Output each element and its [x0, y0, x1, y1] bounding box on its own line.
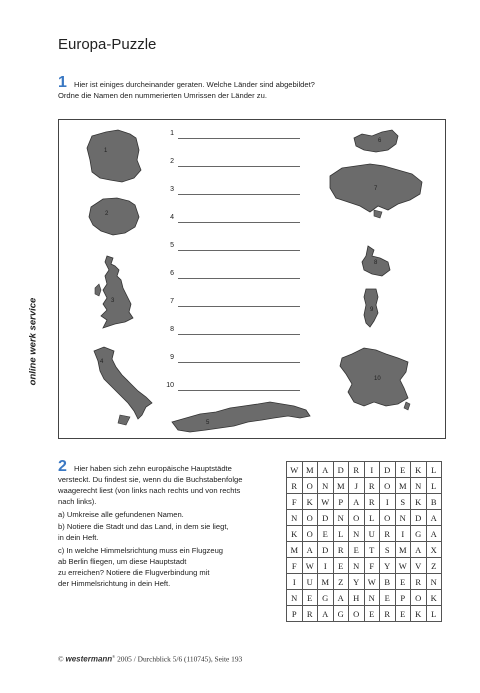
- grid-cell[interactable]: R: [349, 462, 365, 478]
- grid-cell[interactable]: E: [395, 574, 411, 590]
- grid-cell[interactable]: Z: [426, 558, 442, 574]
- grid-cell[interactable]: M: [302, 462, 318, 478]
- grid-cell[interactable]: N: [411, 478, 427, 494]
- grid-cell[interactable]: E: [318, 526, 334, 542]
- answer-underline: [178, 222, 300, 223]
- grid-cell[interactable]: U: [364, 526, 380, 542]
- answer-line[interactable]: [160, 298, 310, 308]
- grid-cell[interactable]: K: [411, 494, 427, 510]
- country-shape-5: [170, 396, 312, 436]
- grid-cell[interactable]: V: [411, 558, 427, 574]
- grid-cell[interactable]: R: [364, 478, 380, 494]
- grid-cell[interactable]: L: [364, 510, 380, 526]
- answer-line-number: 1: [170, 130, 174, 137]
- shape-label: 7: [374, 186, 378, 192]
- grid-cell[interactable]: S: [395, 494, 411, 510]
- grid-cell[interactable]: J: [349, 478, 365, 494]
- answer-line[interactable]: [160, 158, 310, 168]
- grid-cell[interactable]: L: [426, 606, 442, 622]
- answer-line-number: 8: [170, 326, 174, 333]
- grid-cell[interactable]: R: [380, 526, 396, 542]
- grid-cell[interactable]: W: [364, 574, 380, 590]
- grid-cell[interactable]: M: [395, 478, 411, 494]
- grid-cell[interactable]: I: [287, 574, 303, 590]
- grid-cell[interactable]: G: [411, 526, 427, 542]
- grid-cell[interactable]: E: [395, 606, 411, 622]
- grid-cell[interactable]: A: [318, 462, 334, 478]
- grid-cell[interactable]: E: [380, 590, 396, 606]
- task-2-number: 2: [58, 458, 67, 475]
- grid-cell[interactable]: O: [380, 510, 396, 526]
- grid-cell[interactable]: E: [302, 590, 318, 606]
- grid-cell[interactable]: K: [411, 462, 427, 478]
- grid-cell[interactable]: X: [426, 542, 442, 558]
- grid-cell[interactable]: I: [318, 558, 334, 574]
- side-badge-label: online werk service: [27, 297, 39, 386]
- grid-row: [287, 494, 442, 510]
- grid-cell[interactable]: N: [287, 510, 303, 526]
- grid-cell[interactable]: R: [411, 574, 427, 590]
- grid-cell[interactable]: W: [287, 462, 303, 478]
- country-shape-1: [84, 128, 144, 186]
- grid-cell[interactable]: D: [411, 510, 427, 526]
- grid-cell[interactable]: O: [302, 526, 318, 542]
- task-2-line-7: in dein Heft.: [58, 533, 99, 542]
- country-shape-9: [360, 287, 382, 329]
- answer-line[interactable]: [160, 270, 310, 280]
- grid-row: [287, 542, 442, 558]
- grid-cell[interactable]: A: [411, 542, 427, 558]
- grid-row: [287, 558, 442, 574]
- answer-line[interactable]: [160, 354, 310, 364]
- answer-line-number: 2: [170, 158, 174, 165]
- grid-cell[interactable]: O: [302, 510, 318, 526]
- shape-label: 8: [374, 260, 378, 266]
- grid-cell[interactable]: D: [380, 462, 396, 478]
- country-shape-6: [352, 128, 400, 156]
- shape-label: 6: [378, 138, 382, 144]
- copyright-symbol: ©: [58, 654, 64, 664]
- grid-cell[interactable]: N: [364, 590, 380, 606]
- task-2-line-6: b) Notiere die Stadt und das Land, in dem sie liegt,: [58, 522, 229, 531]
- shape-label: 1: [104, 148, 108, 154]
- task-1-line-1: Hier ist einiges durcheinander geraten. Welche Länder sind abgebildet?: [74, 80, 315, 89]
- page-title: Europa-Puzzle: [58, 36, 157, 53]
- grid-row: [287, 574, 442, 590]
- answer-underline: [178, 278, 300, 279]
- country-shape-2: [85, 195, 143, 239]
- answer-line-number: 6: [170, 270, 174, 277]
- grid-cell[interactable]: A: [426, 510, 442, 526]
- answer-line[interactable]: [160, 242, 310, 252]
- grid-row: [287, 606, 442, 622]
- shape-label: 9: [370, 307, 374, 313]
- answer-line-number: 5: [170, 242, 174, 249]
- grid-cell[interactable]: P: [287, 606, 303, 622]
- grid-cell[interactable]: R: [364, 494, 380, 510]
- grid-cell[interactable]: N: [349, 526, 365, 542]
- grid-cell[interactable]: L: [426, 478, 442, 494]
- grid-cell[interactable]: W: [395, 558, 411, 574]
- grid-cell[interactable]: B: [380, 574, 396, 590]
- task-2-line-8: c) In welche Himmelsrichtung muss ein Flugzeug: [58, 546, 224, 555]
- grid-row: [287, 590, 442, 606]
- grid-cell[interactable]: G: [318, 590, 334, 606]
- answer-line[interactable]: [160, 326, 310, 336]
- online-werkservice-badge: [20, 297, 44, 390]
- grid-cell[interactable]: O: [349, 606, 365, 622]
- grid-cell[interactable]: A: [426, 526, 442, 542]
- task-2-line-1: Hier haben sich zehn europäische Hauptstädte: [74, 464, 232, 473]
- grid-row: [287, 526, 442, 542]
- answer-line-number: 3: [170, 186, 174, 193]
- grid-cell[interactable]: P: [333, 494, 349, 510]
- grid-cell[interactable]: D: [318, 542, 334, 558]
- grid-cell[interactable]: W: [302, 558, 318, 574]
- answer-underline: [178, 334, 300, 335]
- grid-cell[interactable]: M: [333, 478, 349, 494]
- answer-underline: [178, 194, 300, 195]
- footer-text: 2005 / Durchblick 5/6 (110745), Seite 193: [117, 654, 243, 664]
- grid-cell[interactable]: F: [287, 494, 303, 510]
- footer: © westermann® 2005 / Durchblick 5/6 (110745), Seite 193: [58, 654, 243, 664]
- grid-cell[interactable]: F: [364, 558, 380, 574]
- grid-cell[interactable]: I: [364, 462, 380, 478]
- country-shape-4: [92, 345, 156, 429]
- grid-cell[interactable]: F: [287, 558, 303, 574]
- answer-underline: [178, 166, 300, 167]
- grid-cell[interactable]: A: [302, 542, 318, 558]
- grid-cell[interactable]: R: [302, 606, 318, 622]
- answer-line[interactable]: [160, 382, 310, 392]
- grid-cell[interactable]: U: [302, 574, 318, 590]
- task-2-line-9: ab Berlin fliegen, um diese Hauptstadt: [58, 557, 187, 566]
- grid-cell[interactable]: R: [333, 542, 349, 558]
- answer-line[interactable]: [160, 130, 310, 140]
- grid-cell[interactable]: K: [411, 606, 427, 622]
- answer-line-number: 4: [170, 214, 174, 221]
- grid-cell[interactable]: K: [426, 590, 442, 606]
- grid-row: [287, 510, 442, 526]
- grid-cell[interactable]: I: [395, 526, 411, 542]
- answer-underline: [178, 250, 300, 251]
- country-shape-10: [338, 344, 414, 412]
- grid-cell[interactable]: G: [333, 606, 349, 622]
- answer-line-number: 9: [170, 354, 174, 361]
- grid-cell[interactable]: N: [426, 574, 442, 590]
- task-2-line-11: der Himmelsrichtung in dein Heft.: [58, 579, 171, 588]
- grid-cell[interactable]: P: [395, 590, 411, 606]
- answer-underline: [178, 390, 300, 391]
- publisher-brand: westermann: [65, 654, 113, 664]
- shape-label: 2: [105, 211, 109, 217]
- task-2-line-10: zu erreichen? Notiere die Flugverbindung mit: [58, 568, 210, 577]
- task-1-line-2: Ordne die Namen den nummerierten Umrissen der Länder zu.: [58, 91, 267, 100]
- task-2-line-3: waagerecht liest (von links nach rechts und von rechts: [58, 486, 241, 495]
- answer-line[interactable]: [160, 214, 310, 224]
- grid-cell[interactable]: N: [333, 510, 349, 526]
- grid-cell[interactable]: R: [287, 478, 303, 494]
- country-shape-3: [93, 254, 137, 332]
- answer-underline: [178, 362, 300, 363]
- grid-cell[interactable]: B: [426, 494, 442, 510]
- grid-cell[interactable]: A: [349, 494, 365, 510]
- word-search-grid: [286, 461, 442, 622]
- task-2-line-5: a) Umkreise alle gefundenen Namen.: [58, 510, 184, 519]
- answer-line[interactable]: [160, 186, 310, 196]
- grid-cell[interactable]: W: [318, 494, 334, 510]
- shape-label: 3: [111, 298, 115, 304]
- grid-cell[interactable]: E: [395, 462, 411, 478]
- task-2-line-4: nach links).: [58, 497, 97, 506]
- grid-cell[interactable]: R: [380, 606, 396, 622]
- grid-cell[interactable]: O: [411, 590, 427, 606]
- answer-line-number: 10: [166, 382, 174, 389]
- grid-cell[interactable]: D: [333, 462, 349, 478]
- grid-row: [287, 462, 442, 478]
- grid-cell[interactable]: Y: [349, 574, 365, 590]
- grid-row: [287, 478, 442, 494]
- grid-cell[interactable]: M: [318, 574, 334, 590]
- grid-cell[interactable]: S: [380, 542, 396, 558]
- grid-cell[interactable]: D: [318, 510, 334, 526]
- grid-cell[interactable]: Z: [333, 574, 349, 590]
- shape-label: 10: [374, 376, 381, 382]
- grid-cell[interactable]: N: [349, 558, 365, 574]
- grid-cell[interactable]: N: [287, 590, 303, 606]
- answer-underline: [178, 306, 300, 307]
- shape-label: 5: [206, 420, 210, 426]
- grid-cell[interactable]: E: [364, 606, 380, 622]
- task-1-number: 1: [58, 74, 67, 91]
- shape-label: 4: [100, 359, 104, 365]
- grid-cell[interactable]: A: [333, 590, 349, 606]
- grid-cell[interactable]: I: [380, 494, 396, 510]
- grid-cell[interactable]: L: [333, 526, 349, 542]
- grid-cell[interactable]: Y: [380, 558, 396, 574]
- grid-cell[interactable]: O: [349, 510, 365, 526]
- grid-cell[interactable]: O: [302, 478, 318, 494]
- country-shape-7: [326, 160, 426, 224]
- country-shape-8: [358, 244, 394, 280]
- task-2-line-2: versteckt. Du findest sie, wenn du die Buchstabenfolge: [58, 475, 243, 484]
- grid-cell[interactable]: O: [380, 478, 396, 494]
- grid-cell[interactable]: M: [395, 542, 411, 558]
- grid-cell[interactable]: E: [333, 558, 349, 574]
- grid-cell[interactable]: H: [349, 590, 365, 606]
- grid-cell[interactable]: N: [395, 510, 411, 526]
- grid-cell[interactable]: E: [349, 542, 365, 558]
- grid-cell[interactable]: K: [302, 494, 318, 510]
- grid-cell[interactable]: L: [426, 462, 442, 478]
- grid-cell[interactable]: T: [364, 542, 380, 558]
- grid-cell[interactable]: M: [287, 542, 303, 558]
- answer-line-number: 7: [170, 298, 174, 305]
- grid-cell[interactable]: A: [318, 606, 334, 622]
- grid-cell[interactable]: K: [287, 526, 303, 542]
- grid-cell[interactable]: N: [318, 478, 334, 494]
- answer-underline: [178, 138, 300, 139]
